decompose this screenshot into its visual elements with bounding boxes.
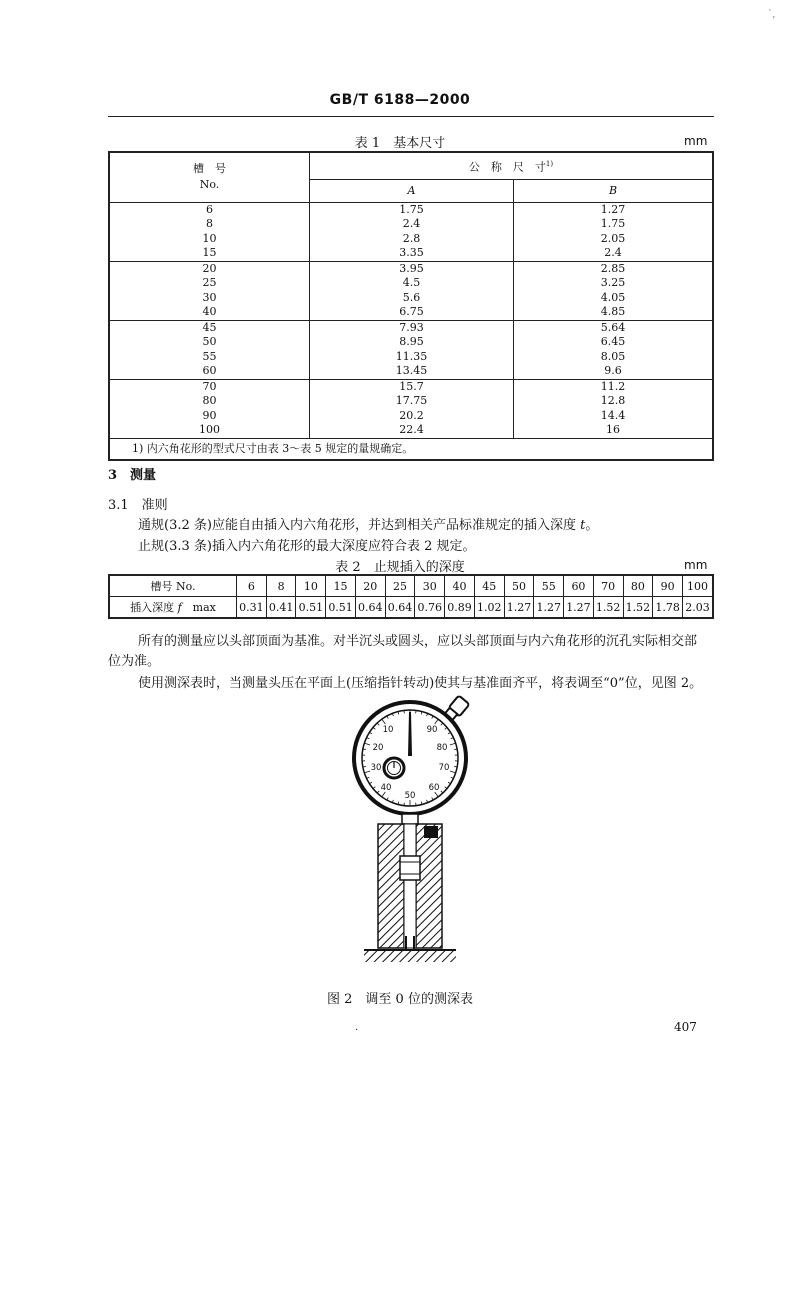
table1-cell-a: 17.75 [310,394,514,409]
table1-row [109,320,713,335]
table1-cell-a: 22.4 [310,423,514,438]
table1-cell-no: 50 [109,335,310,350]
table1-caption [0,132,800,151]
table2-cell-depth: 0.89 [445,597,475,619]
standard-number-header: GB/T 6188—2000 [329,92,471,108]
dial-label: 10 [382,725,394,735]
dial-label: 70 [438,763,450,773]
paragraph-depth-gauge: 使用测深表时，当测量头压在平面上(压缩指针转动)使其与基准面齐平，将表调至“0”位，见图 2。 [138,676,703,691]
table1-cell-a: 3.95 [310,261,514,276]
paragraph-go-gauge-end: 。 [585,518,599,533]
table1-cell-no: 45 [109,320,310,335]
gauge-stem [402,814,418,824]
table2-cell-no: 80 [623,575,653,597]
table1-cell-a: 6.75 [310,305,514,320]
table2-row-no [109,575,713,597]
table2-row-depth-label [109,597,237,619]
table1-cell-no: 8 [109,217,310,232]
table1-cell-b: 16 [606,423,620,437]
table2-cell-no: 60 [564,575,594,597]
table1-cell-a: 20.2 [310,409,514,424]
table2-cell-depth: 1.02 [474,597,504,619]
table1-row [109,379,713,394]
table1-cell-b: 3.25 [600,276,626,290]
table2-cell-no: 70 [593,575,623,597]
table2-cell-depth: 1.52 [623,597,653,619]
dial-label: 50 [404,791,416,801]
header-rule [108,116,714,117]
table1-cell-no: 30 [109,291,310,306]
table2-cell-no: 90 [653,575,683,597]
table1-col-b-header: B [514,179,714,202]
table1-cell-a: 3.35 [310,246,514,261]
table2-cell-depth: 2.03 [683,597,713,619]
section-3-heading: 3 测量 [108,468,157,483]
table2-cell-depth: 0.41 [266,597,296,619]
section-3-1-heading: 3.1 准则 [108,498,168,513]
table1-unit: mm [684,134,708,148]
table1-col0-header [109,152,310,202]
dial-label: 90 [426,725,438,735]
table1-note-row [109,438,713,460]
table1-cell-b: 2.4 [514,246,714,261]
table1-cell-no: 20 [109,261,310,276]
table1-col0-header-cn: 槽 号 [193,162,226,176]
scan-edge-mark: `, [768,10,776,20]
table2-cell-no: 20 [355,575,385,597]
paragraph-datum-line1: 所有的测量应以头部顶面为基准。对半沉头或圆头，应以头部顶面与内六角花形的沉孔实际相交部 [138,634,698,649]
table2-depth-label-text: 插入深度 [130,601,178,614]
table1-cell-no: 6 [109,202,310,217]
paragraph-nogo-gauge: 止规(3.3 条)插入内六角花形的最大深度应符合表 2 规定。 [138,539,476,554]
table2-cell-depth: 0.64 [385,597,415,619]
table1-row [109,409,713,424]
dial-label: 40 [380,783,392,793]
table2-cell-no: 55 [534,575,564,597]
table2-cell-depth: 1.78 [653,597,683,619]
table2-cell-depth: 0.31 [237,597,267,619]
table1-group-header-text: 公 称 尺 寸 [468,160,546,174]
table2-cell-no: 15 [326,575,356,597]
table2-cell-no: 45 [474,575,504,597]
table1-cell-b: 5.64 [600,320,626,334]
table1-row [109,232,713,247]
table1-cell-no: 25 [109,276,310,291]
table1-row [109,335,713,350]
table1-col-a-header: A [310,179,514,202]
table1-cell-no: 80 [109,394,310,409]
table2-cell-depth: 0.76 [415,597,445,619]
table1-cell-a: 1.75 [310,202,514,217]
table1-group-header [310,152,714,179]
table1-cell-no: 70 [109,379,310,394]
table1-cell-a: 7.93 [310,320,514,335]
table1-cell-b: 4.05 [600,290,626,304]
table1-cell-b: 1.75 [600,217,626,231]
table2-cell-depth: 1.27 [504,597,534,619]
table1-row [109,364,713,379]
table1-cell-b: 1.27 [600,202,626,216]
table1-row [109,217,713,232]
table1-cell-no: 55 [109,350,310,365]
table2-cell-no: 100 [683,575,713,597]
paragraph-go-gauge [138,514,598,533]
table1-row [109,350,713,365]
table1-caption-text: 表 1 基本尺寸 [354,136,446,151]
table2-depth-label-max: max [181,601,216,614]
table1-cell-a: 5.6 [310,291,514,306]
measuring-sleeve [378,824,442,950]
table2-cell-no: 10 [296,575,326,597]
table2-cell-no: 40 [445,575,475,597]
table2-row-no-label: 槽号 No. [109,575,237,597]
table1-cell-b: 2.85 [600,261,626,275]
dial-tick [454,749,457,750]
table2-cell-depth: 0.51 [296,597,326,619]
table1-cell-no: 100 [109,423,310,438]
figure2-caption: 图 2 调至 0 位的测深表 [327,992,473,1007]
table2-cell-depth: 1.27 [534,597,564,619]
table1-cell-no: 60 [109,364,310,379]
table2-cell-depth: 0.51 [326,597,356,619]
table1-row [109,305,713,320]
table1-cell-b: 8.05 [600,349,626,363]
table1-cell-a: 13.45 [310,364,514,379]
table1-cell-b: 6.45 [600,335,626,349]
table2-cell-depth: 1.27 [564,597,594,619]
table2-cell-depth: 0.64 [355,597,385,619]
table1-basic-dimensions [108,151,714,461]
table1-cell-b: 14.4 [600,408,626,422]
dial-label: 30 [370,763,382,773]
table1-row [109,202,713,217]
table1-cell-a: 2.8 [310,232,514,247]
table2-cell-no: 6 [237,575,267,597]
dial-tick [454,766,457,767]
page-number: 407 [674,1020,697,1034]
table2-cell-no: 25 [385,575,415,597]
table1-col0-header-en: No. [199,178,220,192]
table1-cell-b: 11.2 [600,379,626,393]
table2-caption: 表 2 止规插入的深度 [335,560,465,575]
table1-row [109,276,713,291]
table1-row [109,246,713,261]
table1-footnote-mark: 1) [545,160,554,168]
table2-row-depth [109,597,713,619]
table1-cell-no: 90 [109,409,310,424]
paragraph-go-gauge-var: t [580,518,586,533]
table2-cell-no: 50 [504,575,534,597]
reference-surface [364,950,456,962]
table1-cell-a: 15.7 [310,379,514,394]
table1-cell-a: 11.35 [310,350,514,365]
paragraph-datum-line2: 位为准。 [108,654,161,669]
table2-depth-label-var: f [177,601,182,614]
table1-row [109,423,713,438]
table1-cell-no: 10 [109,232,310,247]
table1-row [109,261,713,276]
table1-cell-no: 40 [109,305,310,320]
table1-footnote: 1) 内六角花形的型式尺寸由表 3～表 5 规定的量规确定。 [109,438,713,460]
sub-dial [384,758,404,778]
table1-cell-no: 15 [109,246,310,261]
footer-dot: . [355,1022,359,1033]
dial-label: 20 [372,743,384,753]
table2-unit: mm [684,558,708,572]
table1-row [109,291,713,306]
table1-cell-b: 9.6 [514,364,714,379]
table1-cell-a: 4.5 [310,276,514,291]
table1-cell-a: 8.95 [310,335,514,350]
dial-label: 60 [428,783,440,793]
table1-cell-a: 2.4 [310,217,514,232]
table1-cell-b: 2.05 [600,231,626,245]
paragraph-go-gauge-text: 通规(3.2 条)应能自由插入内六角花形，并达到相关产品标准规定的插入深度 [138,518,581,533]
figure-depth-dial-gauge [340,690,480,970]
table2-cell-no: 30 [415,575,445,597]
table1-cell-b: 4.85 [514,305,714,320]
dial-tick [363,749,366,750]
table1-cell-b: 12.8 [600,394,626,408]
table2-insertion-depth [108,574,714,619]
dial-label: 80 [436,743,448,753]
table2-cell-no: 8 [266,575,296,597]
table2-cell-depth: 1.52 [593,597,623,619]
table1-row [109,394,713,409]
dial-tick [363,766,366,767]
